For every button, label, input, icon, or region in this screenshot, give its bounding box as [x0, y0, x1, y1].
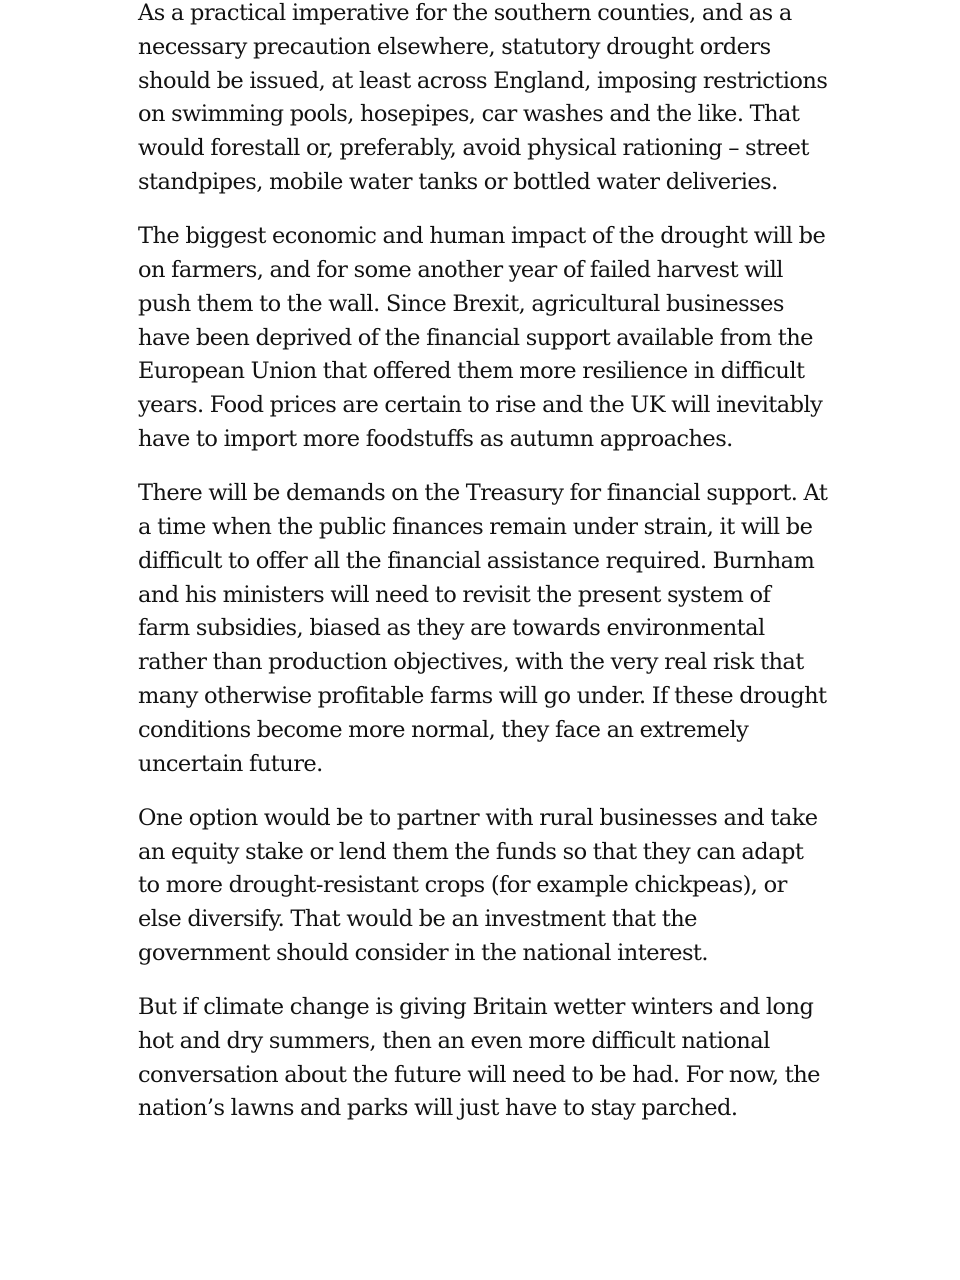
article-body	[138, 0, 828, 1147]
article-paragraph: The biggest economic and human impact of the drought will be on farmers, and for some another year of failed harvest will push them to the wall. Since Brexit, agricultural businesses have been deprived of the financial support available from the European Union that offered them more resilience in difficult years. Food prices are certain to rise and the UK will inevitably have to import more foodstuffs as autumn approaches.	[138, 223, 826, 452]
article-paragraph: One option would be to partner with rural businesses and take an equity stake or lend them the funds so that they can adapt to more drought-resistant crops (for example chickpeas), or else diversify. That would be an investment that the government should consider in the national interest.	[138, 804, 818, 966]
article-paragraph: But if climate change is giving Britain wetter winters and long hot and dry summers, then an even more difficult national conversation about the future will need to be had. For now, the nation’s lawns and parks will just have to stay parched.	[138, 994, 820, 1122]
article-paragraph: As a practical imperative for the southern counties, and as a necessary precaution elsewhere, statutory drought orders should be issued, at least across England, imposing restrictions on swimming pools, hosepipes, car washes and the like. That would forestall or, preferably, avoid physical rationing – street standpipes, mobile water tanks or bottled water deliveries.	[138, 0, 828, 195]
article-paragraph: There will be demands on the Treasury for financial support. At a time when the public finances remain under strain, it will be difficult to offer all the financial assistance required. Burnham and his ministers will need to revisit the present system of farm subsidies, biased as they are towards environmental rather than production objectives, with the very real risk that many otherwise profitable farms will go under. If these drought conditions become more normal, they face an extremely uncertain future.	[138, 480, 828, 777]
